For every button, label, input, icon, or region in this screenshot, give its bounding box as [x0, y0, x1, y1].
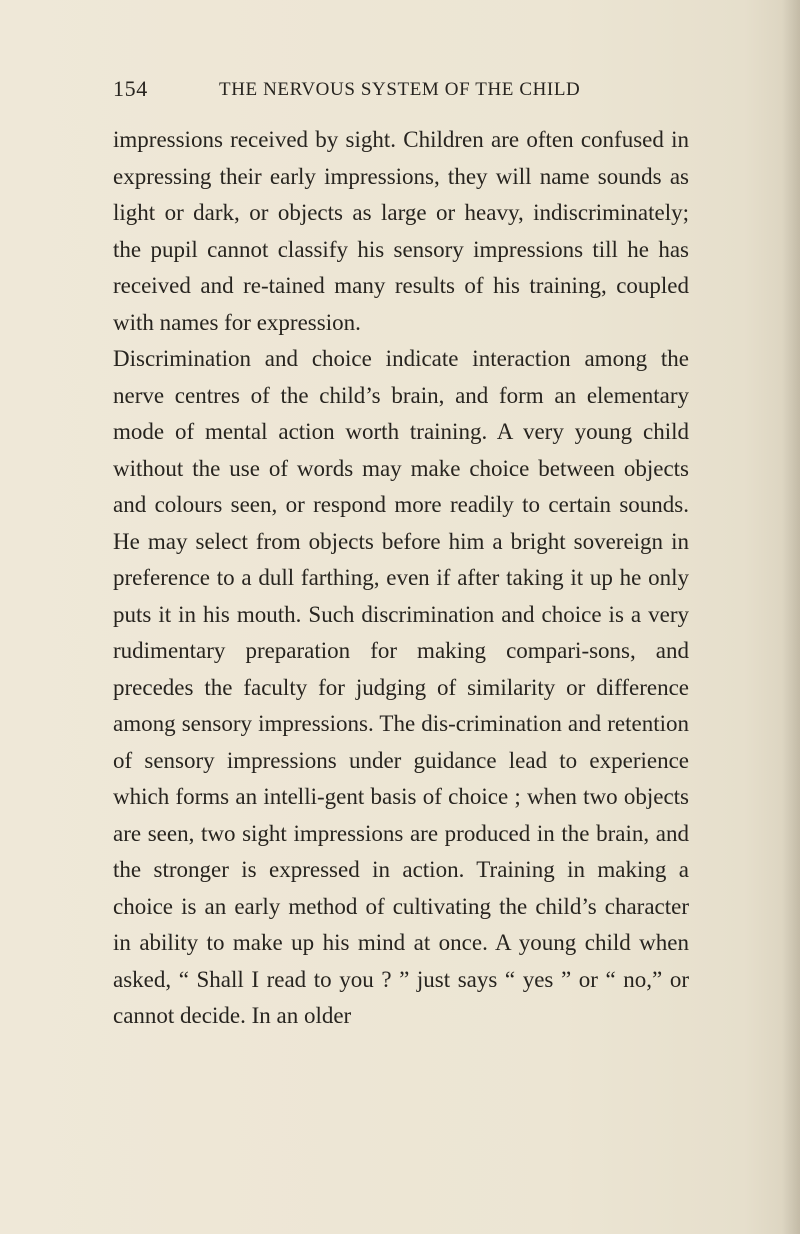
page-header	[113, 76, 713, 104]
page-edge-shadow	[782, 0, 800, 1234]
running-title: THE NERVOUS SYSTEM OF THE CHILD	[219, 79, 581, 100]
body-text	[113, 122, 689, 1035]
paragraph-discrimination-and-choice: Discrimination and choice indicate interaction among the nerve centres of the child’s brain, and form an elementary mode of mental action worth training. A very young child without the use of words may make choice between objects and colours seen, or respond more readily to certain sounds. He may select from objects before him a bright sovereign in preference to a dull farthing, even if after taking it up he only puts it in his mouth. Such discrimination and choice is a very rudimentary preparation for making compari-sons, and precedes the faculty for judging of similarity or difference among sensory impressions. The dis-crimination and retention of sensory impressions under guidance lead to experience which forms an intelli-gent basis of choice ; when two objects are seen, two sight impressions are produced in the brain, and the stronger is expressed in action. Training in making a choice is an early method of cultivating the child’s character in ability to make up his mind at once. A young child when asked, “ Shall I read to you ? ” just says “ yes ” or “ no,” or cannot decide. In an older	[113, 346, 689, 1028]
page-number: 154	[113, 76, 148, 101]
paragraph-continuation: impressions received by sight. Children are often confused in expressing their early impressions, they will name sounds as light or dark, or objects as large or heavy, indiscriminately; the pupil cannot classify his sensory impressions till he has received and re-tained many results of his training, coupled with names for expression.	[113, 127, 689, 335]
